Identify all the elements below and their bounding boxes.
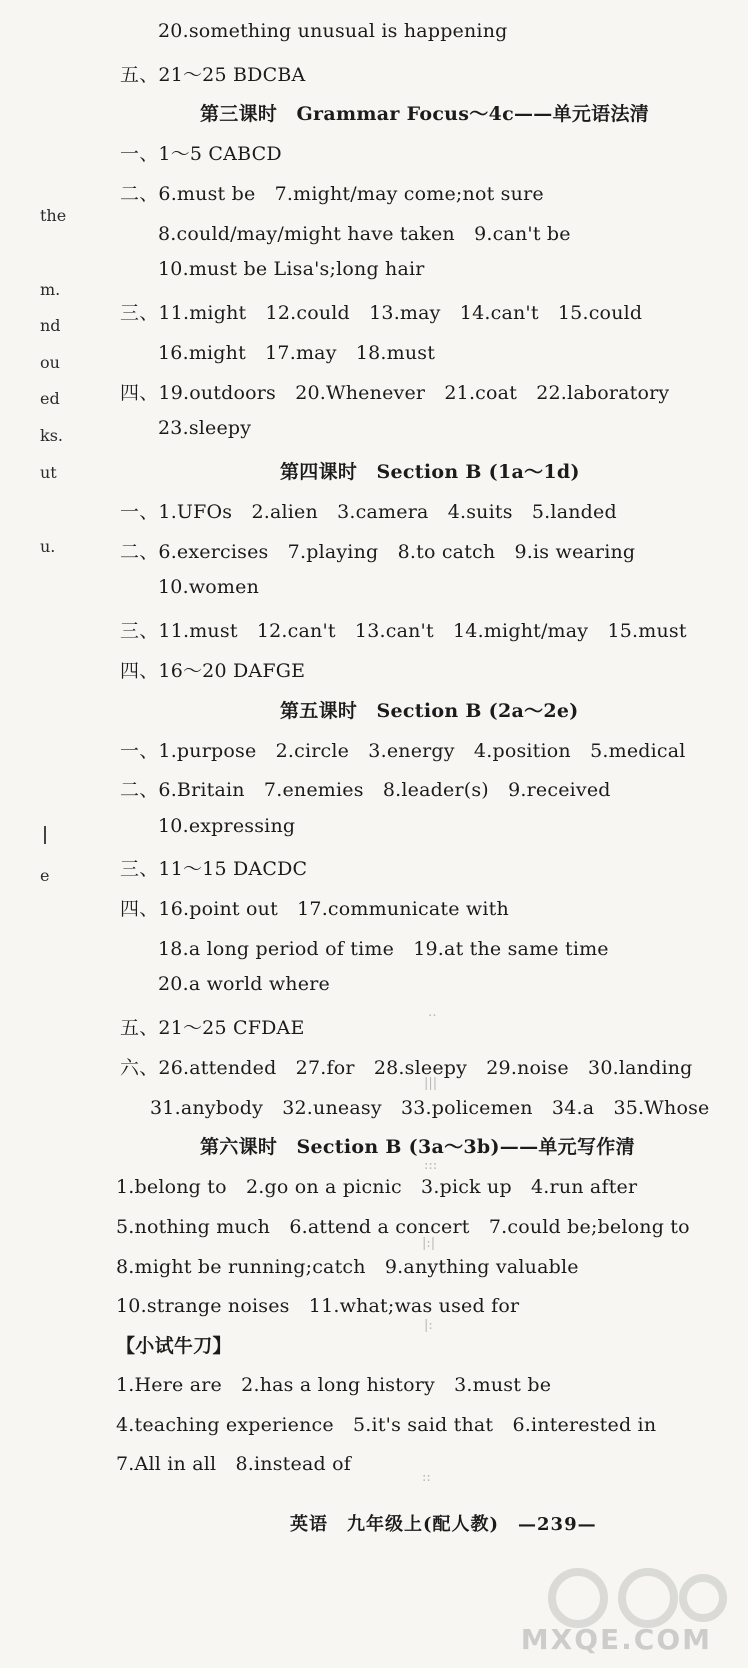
answer-line: 二、6.Britain 7.enemies 8.leader(s) 9.received (120, 779, 611, 801)
watermark-text: MXQE.COM (520, 1623, 712, 1656)
answer-line: 五、21～25 BDCBA (120, 64, 306, 86)
bleed-through-text: nd (40, 316, 61, 335)
scan-artifact: ||| (424, 1076, 438, 1091)
answer-line: 10.women (158, 576, 260, 598)
section-heading: 第四课时 Section B (1a～1d) (280, 461, 580, 483)
scan-artifact: :: (422, 1470, 431, 1485)
answer-line: 三、11.must 12.can't 13.can't 14.might/may 15.must (120, 620, 687, 642)
answer-line: 20.a world where (158, 973, 330, 995)
answer-line: 一、1.purpose 2.circle 3.energy 4.position 5.medical (120, 740, 686, 762)
answer-line: 六、26.attended 27.for 28.sleepy 29.noise 30.landing (120, 1057, 693, 1079)
bleed-through-text: the (40, 206, 67, 225)
answer-line: 二、6.must be 7.might/may come;not sure (120, 183, 544, 205)
answer-line: 四、16～20 DAFGE (120, 660, 306, 682)
bleed-through-text: u. (40, 537, 56, 556)
answer-line: 10.expressing (158, 815, 296, 837)
answer-line: 1.belong to 2.go on a picnic 3.pick up 4.run after (116, 1176, 638, 1198)
answer-line: 8.could/may/might have taken 9.can't be (158, 223, 571, 245)
answer-line: 23.sleepy (158, 417, 252, 439)
scan-artifact: ‥ (428, 1005, 437, 1020)
scan-artifact: ::: (424, 1158, 438, 1173)
scan-artifact: |: (424, 1318, 433, 1333)
section-heading: 第六课时 Section B (3a～3b)——单元写作清 (200, 1136, 635, 1158)
answer-line: 三、11.might 12.could 13.may 14.can't 15.could (120, 302, 643, 324)
answer-line: 10.strange noises 11.what;was used for (116, 1295, 520, 1317)
answer-line: 10.must be Lisa's;long hair (158, 258, 425, 280)
scan-artifact: |:| (422, 1236, 436, 1251)
answer-line: 四、16.point out 17.communicate with (120, 898, 509, 920)
answer-line: 5.nothing much 6.attend a concert 7.could be;belong to (116, 1216, 690, 1238)
section-heading: 第三课时 Grammar Focus～4c——单元语法清 (200, 103, 650, 125)
answer-line: 8.might be running;catch 9.anything valuable (116, 1256, 579, 1278)
answer-line: 五、21～25 CFDAE (120, 1017, 305, 1039)
bleed-through-text: ks. (40, 426, 63, 445)
bleed-through-text: m. (40, 280, 61, 299)
answer-line: 20.something unusual is happening (158, 20, 508, 42)
answer-line: 1.Here are 2.has a long history 3.must be (116, 1374, 552, 1396)
bleed-through-text: e (40, 866, 50, 885)
bleed-through-text: ou (40, 353, 60, 372)
page-footer: 英语 九年级上(配人教) —239— (290, 1514, 597, 1535)
bleed-through-text: ut (40, 463, 57, 482)
section-heading: 第五课时 Section B (2a～2e) (280, 700, 579, 722)
answer-line: 一、1～5 CABCD (120, 143, 282, 165)
answer-line: 18.a long period of time 19.at the same time (158, 938, 609, 960)
answer-line: 一、1.UFOs 2.alien 3.camera 4.suits 5.landed (120, 501, 617, 523)
answer-line: 三、11～15 DACDC (120, 858, 308, 880)
answer-line: 4.teaching experience 5.it's said that 6.interested in (116, 1414, 657, 1436)
bleed-through-text: ed (40, 389, 60, 408)
answer-line: 四、19.outdoors 20.Whenever 21.coat 22.laboratory (120, 382, 670, 404)
answer-line: 二、6.exercises 7.playing 8.to catch 9.is wearing (120, 541, 636, 563)
margin-mark (44, 826, 46, 844)
answer-line: 7.All in all 8.instead of (116, 1453, 351, 1475)
answer-line: 31.anybody 32.uneasy 33.policemen 34.a 35.Whose (150, 1097, 710, 1119)
answer-line: 16.might 17.may 18.must (158, 342, 436, 364)
section-heading: 【小试牛刀】 (116, 1335, 232, 1357)
